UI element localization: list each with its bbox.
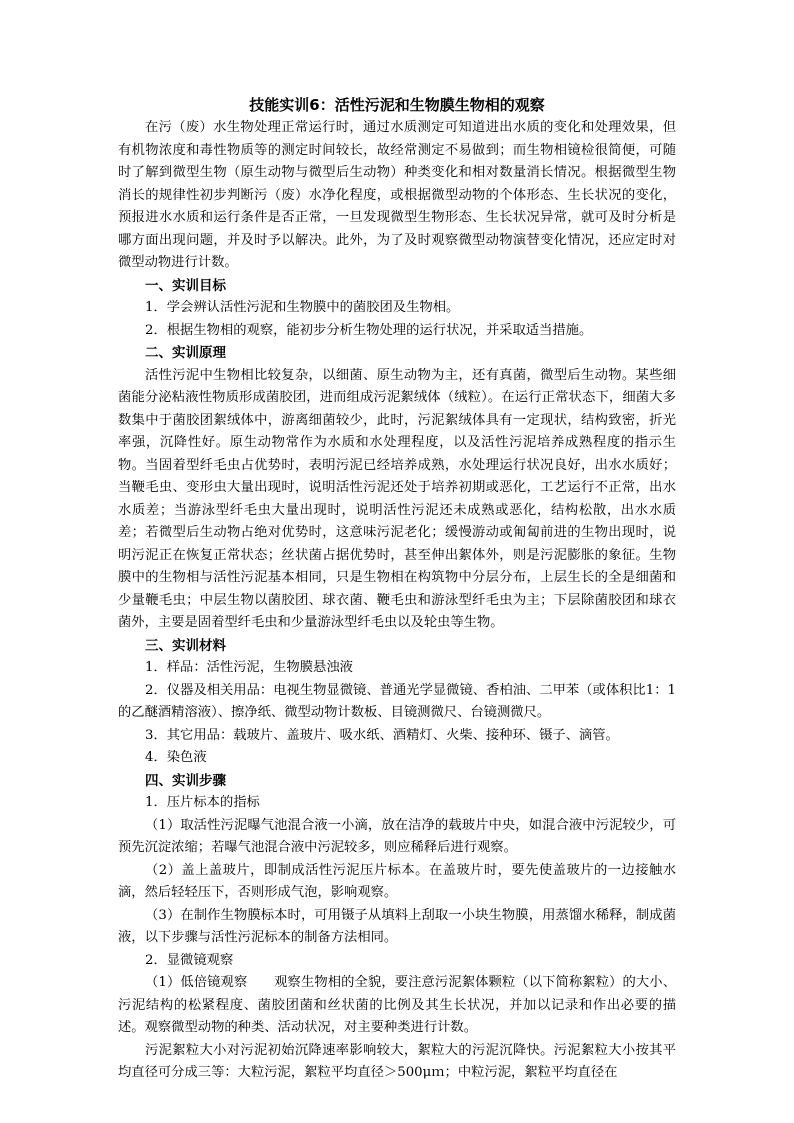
step-paragraph: （3）在制作生物膜标本时，可用镊子从填料上刮取一小块生物膜，用蒸馏水稀释，制成菌液，以下步骤与活性污泥标本的制备方法相同。 [118,907,676,945]
section-objectives-heading: 一、实训目标 [145,277,226,294]
material-item: 4．染色液 [145,750,207,765]
step-paragraph: （1）取活性污泥曝气池混合液一小滴，放在洁净的载玻片中央，如混合液中污泥较少，可预先沉淀浓缩；若曝气池混合液中污泥较多，则应稀释后进行观察。 [118,817,676,855]
material-item: 2．仪器及相关用品：电视生物显微镜、普通光学显微镜、香柏油、二甲苯（或体积比1：1的乙醚酒精溶液）、擦净纸、微型动物计数板、目镜测微尺、台镜测微尺。 [118,682,676,720]
section-principle-heading: 二、实训原理 [145,345,226,361]
step-subheading: 2．显微镜观察 [145,952,234,968]
section-materials-heading: 三、实训材料 [145,637,226,654]
observation-paragraph: （1）低倍镜观察 观察生物相的全貌，要注意污泥絮体颗粒（以下简称絮粒）的大小、污泥结构的松紧程度、菌胶团菌和丝状菌的比例及其生长状况，并加以记录和作出必要的描述。观察微型动物的种类、活动状况，对主要种类进行计数。 [118,975,676,1035]
step-subheading: 1．压片标本的指标 [145,795,260,810]
material-item: 3．其它用品：载玻片、盖玻片、吸水纸、酒精灯、火柴、接种环、镊子、滴管。 [145,727,619,743]
intro-paragraph: 在污（废）水生物处理正常运行时，通过水质测定可知道进出水质的变化和处理效果，但有机物浓度和毒性物质等的测定时间较长，故经常测定不易做到；而生物相镜检很简便，可随时了解到微型生物（原生动物与微型后生动物）种类变化和相对数量消长情况。根据微型生物消长的规律性初步判断污（废）水净化程度，或根据微型动物的个体形态、生长状况的变化，预报进水水质和运行条件是否正常，一旦发现微型生物形态、生长状况异常，就可及时分析是哪方面出现问题，并及时予以解决。此外，为了及时观察微型动物演替变化情况，还应定时对微型动物进行计数。 [118,120,676,270]
objective-item: 1．学会辨认活性污泥和生物膜中的菌胶团及生物相。 [145,300,460,315]
objective-item: 2．根据生物相的观察，能初步分析生物处理的运行状况，并采取适当措施。 [145,322,593,338]
document-page [118,93,676,1085]
section-steps-heading: 四、实训步骤 [145,772,226,789]
step-paragraph: （2）盖上盖玻片，即制成活性污泥压片标本。在盖玻片时，要先使盖玻片的一边接触水滴，然后轻轻压下，否则形成气泡，影响观察。 [118,862,676,900]
floc-size-paragraph: 污泥絮粒大小对污泥初始沉降速率影响较大，絮粒大的污泥沉降快。污泥絮粒大小按其平均直径可分成三等：大粒污泥，絮粒平均直径＞500μｍ；中粒污泥，絮粒平均直径在 [118,1042,676,1080]
material-item: 1．样品：活性污泥，生物膜悬浊液 [145,660,353,675]
principle-paragraph: 活性污泥中生物相比较复杂，以细菌、原生动物为主，还有真菌，微型后生动物。某些细菌能分泌粘液性物质形成菌胶团，进而组成污泥絮绒体（绒粒）。在运行正常状态下，细菌大多数集中于菌胶团絮绒体中，游离细菌较少，此时，污泥絮绒体具有一定现状，结构致密，折光率强，沉降性好。原生动物常作为水质和水处理程度，以及活性污泥培养成熟程度的指示生物。当固着型纤毛虫占优势时，表明污泥已经培养成熟，水处理运行状况良好，出水水质好；当鞭毛虫、变形虫大量出现时，说明活性污泥还处于培养初期或恶化，工艺运行不正常，出水水质差；当游泳型纤毛虫大量出现时，说明活性污泥还未成熟或恶化，结构松散，出水水质差；若微型后生动物占绝对优势时，这意味污泥老化；缓慢游动或匍匐前进的生物出现时，说明污泥正在恢复正常状态；丝状菌占据优势时，甚至伸出絮体外，则是污泥膨胀的象征。生物膜中的生物相与活性污泥基本相同，只是生物相在构筑物中分层分布，上层生长的全是细菌和少量鞭毛虫；中层生物以菌胶团、球衣菌、鞭毛虫和游泳型纤毛虫为主；下层除菌胶团和球衣菌外，主要是固着型纤毛虫和少量游泳型纤毛虫以及轮虫等生物。 [118,367,676,630]
document-title: 技能实训6：活性污泥和生物膜生物相的观察 [249,96,545,114]
